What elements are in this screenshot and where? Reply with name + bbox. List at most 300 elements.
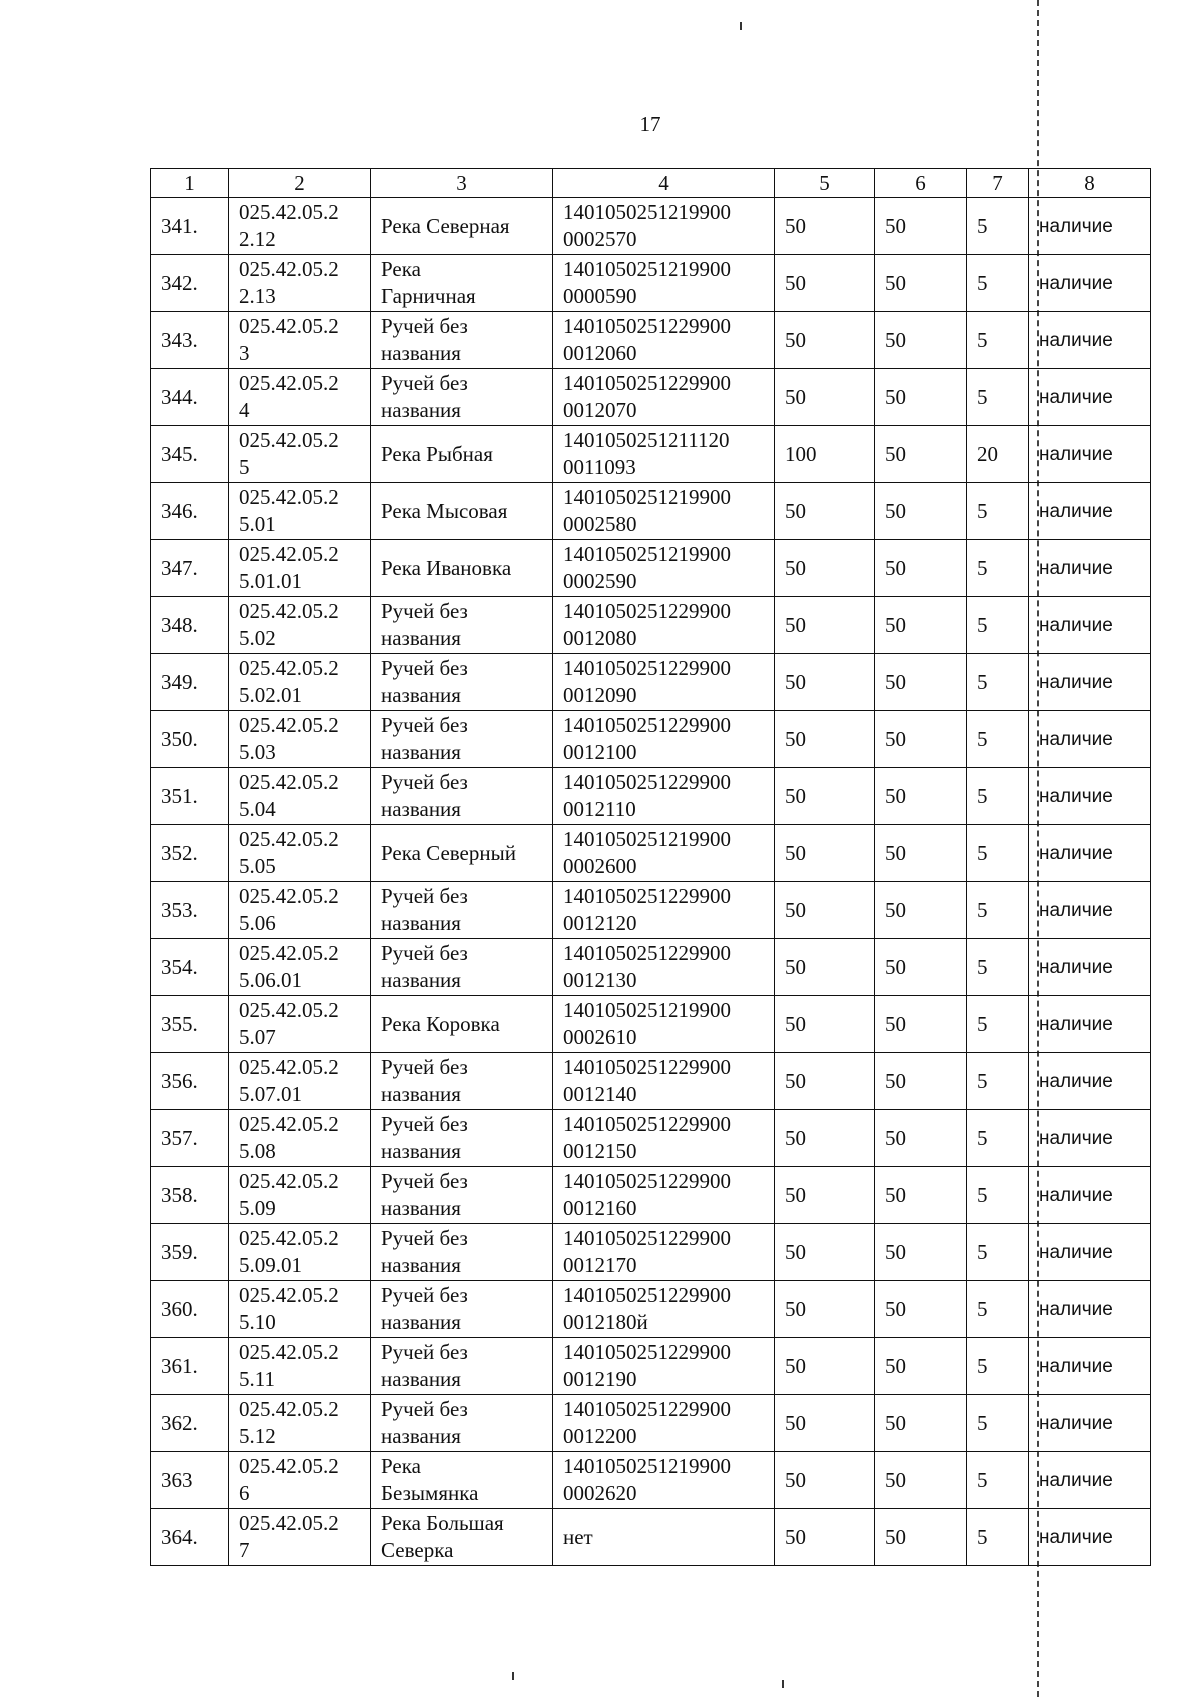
registry-number: [553, 1338, 775, 1395]
col5-value: 50: [775, 1338, 875, 1395]
availability-status: наличие: [1029, 825, 1151, 882]
object-code: [229, 1395, 371, 1452]
object-name: [371, 1224, 553, 1281]
col5-value: 50: [775, 1452, 875, 1509]
table-row: [151, 939, 1151, 996]
col7-value: 5: [967, 369, 1029, 426]
row-number: 358.: [151, 1167, 229, 1224]
object-code-line: 025.42.05.2: [239, 1340, 339, 1364]
registry-number: [553, 369, 775, 426]
object-name-line: Река Большая: [381, 1511, 504, 1535]
registry-number: [553, 939, 775, 996]
registry-number: [553, 1509, 775, 1566]
page-number: 17: [639, 112, 661, 136]
object-name-line: Ручей без: [381, 314, 468, 338]
row-number: 355.: [151, 996, 229, 1053]
object-name: [371, 825, 553, 882]
availability-status: наличие: [1029, 768, 1151, 825]
object-name-line: Ручей без: [381, 1112, 468, 1136]
table-row: [151, 1338, 1151, 1395]
registry-number-line: 0002620: [563, 1481, 637, 1505]
col6-value: 50: [875, 312, 967, 369]
col6-value: 50: [875, 483, 967, 540]
registry-number-line: 0002610: [563, 1025, 637, 1049]
registry-number-line: 0012170: [563, 1253, 637, 1277]
registry-number-line: 0012080: [563, 626, 637, 650]
object-name-line: названия: [381, 626, 461, 650]
object-name: [371, 939, 553, 996]
availability-status: наличие: [1029, 597, 1151, 654]
registry-number-line: 0012190: [563, 1367, 637, 1391]
row-number: 359.: [151, 1224, 229, 1281]
object-code-line: 025.42.05.2: [239, 827, 339, 851]
col6-value: 50: [875, 426, 967, 483]
col5-value: 50: [775, 1281, 875, 1338]
col5-value: 50: [775, 996, 875, 1053]
registry-number-line: 1401050251229900: [563, 941, 731, 965]
col6-value: 50: [875, 1053, 967, 1110]
row-number: 364.: [151, 1509, 229, 1566]
object-code-line: 5.02: [239, 626, 276, 650]
registry-number-line: 1401050251229900: [563, 1283, 731, 1307]
col5-value: 50: [775, 198, 875, 255]
object-code: [229, 1452, 371, 1509]
object-code-line: 025.42.05.2: [239, 1226, 339, 1250]
object-code-line: 025.42.05.2: [239, 485, 339, 509]
object-code: [229, 426, 371, 483]
registry-number-line: 1401050251229900: [563, 1397, 731, 1421]
col6-value: 50: [875, 1509, 967, 1566]
col7-value: 5: [967, 1509, 1029, 1566]
row-number: 363: [151, 1452, 229, 1509]
object-code-line: 025.42.05.2: [239, 1055, 339, 1079]
registry-number-line: 0012150: [563, 1139, 637, 1163]
registry-number: [553, 483, 775, 540]
object-code: [229, 1338, 371, 1395]
registry-number: [553, 825, 775, 882]
object-code: [229, 1509, 371, 1566]
object-name-line: названия: [381, 1310, 461, 1334]
object-code: [229, 1167, 371, 1224]
object-code-line: 025.42.05.2: [239, 1454, 339, 1478]
object-name: [371, 1452, 553, 1509]
table-row: [151, 711, 1151, 768]
registry-number-line: 0012100: [563, 740, 637, 764]
col7-value: 5: [967, 1281, 1029, 1338]
column-header-8: 8: [1029, 169, 1151, 198]
registry-number-line: 0000590: [563, 284, 637, 308]
col7-value: 5: [967, 882, 1029, 939]
row-number: 349.: [151, 654, 229, 711]
registry-number-line: 0002570: [563, 227, 637, 251]
table-row: [151, 369, 1151, 426]
table-row: [151, 1452, 1151, 1509]
object-name-line: названия: [381, 797, 461, 821]
object-code-line: 025.42.05.2: [239, 314, 339, 338]
col7-value: 5: [967, 255, 1029, 312]
object-name-line: названия: [381, 341, 461, 365]
col6-value: 50: [875, 768, 967, 825]
registry-number: [553, 882, 775, 939]
object-code-line: 5: [239, 455, 250, 479]
col7-value: 5: [967, 1053, 1029, 1110]
object-name-line: названия: [381, 1139, 461, 1163]
table-row: [151, 426, 1151, 483]
scan-speck: [512, 1672, 514, 1680]
col7-value: 5: [967, 825, 1029, 882]
registry-number: [553, 1224, 775, 1281]
availability-status: наличие: [1029, 540, 1151, 597]
object-name-line: названия: [381, 740, 461, 764]
registry-number-line: 1401050251229900: [563, 1112, 731, 1136]
registry-number: [553, 1110, 775, 1167]
object-code: [229, 825, 371, 882]
col7-value: 5: [967, 1224, 1029, 1281]
object-code: [229, 1110, 371, 1167]
availability-status: наличие: [1029, 1395, 1151, 1452]
object-code-line: 5.01: [239, 512, 276, 536]
object-code-line: 025.42.05.2: [239, 1397, 339, 1421]
registry-number: [553, 654, 775, 711]
col6-value: 50: [875, 1110, 967, 1167]
table-row: [151, 1167, 1151, 1224]
col5-value: 50: [775, 369, 875, 426]
registry-number-line: 0012200: [563, 1424, 637, 1448]
object-code-line: 025.42.05.2: [239, 656, 339, 680]
registry-number: [553, 1167, 775, 1224]
col7-value: 5: [967, 1452, 1029, 1509]
registry-number-line: 0012160: [563, 1196, 637, 1220]
registry-number: [553, 768, 775, 825]
object-code-line: 5.05: [239, 854, 276, 878]
registry-number-line: 1401050251229900: [563, 884, 731, 908]
object-name-line: Река Рыбная: [381, 441, 493, 466]
registry-number-line: нет: [563, 1524, 593, 1549]
object-code: [229, 483, 371, 540]
object-code-line: 5.07: [239, 1025, 276, 1049]
object-code-line: 025.42.05.2: [239, 428, 339, 452]
registry-number: [553, 597, 775, 654]
col7-value: 5: [967, 312, 1029, 369]
object-code-line: 5.09.01: [239, 1253, 302, 1277]
object-code-line: 2.12: [239, 227, 276, 251]
row-number: 346.: [151, 483, 229, 540]
object-name-line: названия: [381, 1253, 461, 1277]
object-name-line: Ручей без: [381, 1226, 468, 1250]
object-name-line: названия: [381, 1367, 461, 1391]
object-name: [371, 369, 553, 426]
registry-number: [553, 1452, 775, 1509]
object-code: [229, 597, 371, 654]
col5-value: 50: [775, 597, 875, 654]
object-code: [229, 711, 371, 768]
registry-number-line: 0002580: [563, 512, 637, 536]
object-code-line: 2.13: [239, 284, 276, 308]
col5-value: 50: [775, 540, 875, 597]
object-name-line: Ручей без: [381, 1340, 468, 1364]
registry-number-line: 1401050251219900: [563, 827, 731, 851]
object-name: [371, 1338, 553, 1395]
object-name: [371, 312, 553, 369]
object-name-line: названия: [381, 683, 461, 707]
availability-status: наличие: [1029, 711, 1151, 768]
registry-number-line: 0012110: [563, 797, 636, 821]
row-number: 347.: [151, 540, 229, 597]
col5-value: 50: [775, 312, 875, 369]
col5-value: 50: [775, 483, 875, 540]
col5-value: 50: [775, 1053, 875, 1110]
object-code: [229, 939, 371, 996]
row-number: 357.: [151, 1110, 229, 1167]
registry-number: [553, 255, 775, 312]
object-name: [371, 255, 553, 312]
object-name-line: Река: [381, 257, 421, 281]
registry-number-line: 0012090: [563, 683, 637, 707]
registry-number-line: 1401050251219900: [563, 542, 731, 566]
object-name-line: Река Северная: [381, 213, 510, 238]
object-code: [229, 1224, 371, 1281]
col5-value: 50: [775, 711, 875, 768]
object-name-line: Безымянка: [381, 1481, 479, 1505]
object-name: [371, 1053, 553, 1110]
object-name-line: Река: [381, 1454, 421, 1478]
col5-value: 100: [775, 426, 875, 483]
registry-number-line: 1401050251219900: [563, 257, 731, 281]
object-code-line: 025.42.05.2: [239, 200, 339, 224]
col7-value: 5: [967, 939, 1029, 996]
object-code: [229, 1053, 371, 1110]
col6-value: 50: [875, 1452, 967, 1509]
object-code-line: 025.42.05.2: [239, 884, 339, 908]
object-name: [371, 654, 553, 711]
object-name-line: названия: [381, 1424, 461, 1448]
row-number: 348.: [151, 597, 229, 654]
col6-value: 50: [875, 1224, 967, 1281]
availability-status: наличие: [1029, 1224, 1151, 1281]
object-name-line: названия: [381, 911, 461, 935]
availability-status: наличие: [1029, 369, 1151, 426]
object-name-line: Река Ивановка: [381, 555, 512, 580]
object-name: [371, 882, 553, 939]
col6-value: 50: [875, 996, 967, 1053]
table-row: [151, 1395, 1151, 1452]
availability-status: наличие: [1029, 1110, 1151, 1167]
table-row: [151, 198, 1151, 255]
registry-number: [553, 540, 775, 597]
object-code-line: 025.42.05.2: [239, 713, 339, 737]
object-code-line: 5.08: [239, 1139, 276, 1163]
object-name-line: Ручей без: [381, 770, 468, 794]
object-code-line: 5.03: [239, 740, 276, 764]
row-number: 341.: [151, 198, 229, 255]
object-name: [371, 1395, 553, 1452]
object-name: [371, 597, 553, 654]
col6-value: 50: [875, 1281, 967, 1338]
object-code-line: 7: [239, 1538, 250, 1562]
registry-number: [553, 1395, 775, 1452]
object-name: [371, 1167, 553, 1224]
table-row: [151, 1053, 1151, 1110]
col6-value: 50: [875, 1167, 967, 1224]
object-name-line: Ручей без: [381, 713, 468, 737]
object-name: [371, 1509, 553, 1566]
col5-value: 50: [775, 882, 875, 939]
row-number: 344.: [151, 369, 229, 426]
registry-number: [553, 1053, 775, 1110]
object-name-line: Ручей без: [381, 1283, 468, 1307]
row-number: 351.: [151, 768, 229, 825]
row-number: 343.: [151, 312, 229, 369]
object-name-line: названия: [381, 968, 461, 992]
scan-speck: [740, 22, 742, 30]
object-code-line: 025.42.05.2: [239, 542, 339, 566]
object-code: [229, 540, 371, 597]
column-header-4: 4: [553, 169, 775, 198]
object-name-line: Ручей без: [381, 941, 468, 965]
header-row: [151, 169, 1151, 198]
object-name: [371, 1281, 553, 1338]
table-body: [151, 198, 1151, 1566]
object-name: [371, 996, 553, 1053]
col5-value: 50: [775, 825, 875, 882]
col7-value: 5: [967, 198, 1029, 255]
availability-status: наличие: [1029, 255, 1151, 312]
registry-number-line: 1401050251229900: [563, 1055, 731, 1079]
col5-value: 50: [775, 1110, 875, 1167]
object-name-line: названия: [381, 398, 461, 422]
object-code-line: 5.02.01: [239, 683, 302, 707]
object-code-line: 5.06.01: [239, 968, 302, 992]
column-header-7: 7: [967, 169, 1029, 198]
water-objects-table: [150, 168, 1151, 1566]
col6-value: 50: [875, 369, 967, 426]
registry-number-line: 1401050251219900: [563, 200, 731, 224]
column-header-5: 5: [775, 169, 875, 198]
object-name-line: Ручей без: [381, 1397, 468, 1421]
registry-number-line: 0002590: [563, 569, 637, 593]
availability-status: наличие: [1029, 939, 1151, 996]
col7-value: 5: [967, 483, 1029, 540]
availability-status: наличие: [1029, 483, 1151, 540]
col5-value: 50: [775, 255, 875, 312]
object-name-line: Река Коровка: [381, 1011, 500, 1036]
object-code-line: 025.42.05.2: [239, 1112, 339, 1136]
col6-value: 50: [875, 939, 967, 996]
registry-number-line: 0012070: [563, 398, 637, 422]
object-name: [371, 711, 553, 768]
table-row: [151, 654, 1151, 711]
col6-value: 50: [875, 540, 967, 597]
col6-value: 50: [875, 198, 967, 255]
col5-value: 50: [775, 768, 875, 825]
col7-value: 5: [967, 1338, 1029, 1395]
object-code-line: 5.11: [239, 1367, 275, 1391]
object-name: [371, 540, 553, 597]
availability-status: наличие: [1029, 1509, 1151, 1566]
row-number: 360.: [151, 1281, 229, 1338]
registry-number-line: 1401050251229900: [563, 1226, 731, 1250]
col7-value: 5: [967, 597, 1029, 654]
col7-value: 5: [967, 768, 1029, 825]
col6-value: 50: [875, 597, 967, 654]
object-name: [371, 483, 553, 540]
row-number: 362.: [151, 1395, 229, 1452]
table-row: [151, 768, 1151, 825]
object-name-line: Ручей без: [381, 371, 468, 395]
registry-number-line: 0012130: [563, 968, 637, 992]
object-code-line: 025.42.05.2: [239, 371, 339, 395]
col5-value: 50: [775, 1509, 875, 1566]
object-name: [371, 768, 553, 825]
registry-number-line: 1401050251229900: [563, 770, 731, 794]
column-header-6: 6: [875, 169, 967, 198]
column-header-2: 2: [229, 169, 371, 198]
col7-value: 5: [967, 1167, 1029, 1224]
table-row: [151, 882, 1151, 939]
row-number: 352.: [151, 825, 229, 882]
object-name: [371, 198, 553, 255]
registry-number: [553, 996, 775, 1053]
object-code: [229, 768, 371, 825]
object-code-line: 5.04: [239, 797, 276, 821]
column-header-3: 3: [371, 169, 553, 198]
registry-number-line: 1401050251229900: [563, 1340, 731, 1364]
object-code: [229, 996, 371, 1053]
table-row: [151, 1509, 1151, 1566]
object-code-line: 025.42.05.2: [239, 1511, 339, 1535]
col7-value: 5: [967, 1395, 1029, 1452]
col7-value: 20: [967, 426, 1029, 483]
col7-value: 5: [967, 1110, 1029, 1167]
registry-number-line: 0011093: [563, 455, 636, 479]
availability-status: наличие: [1029, 1167, 1151, 1224]
availability-status: наличие: [1029, 1053, 1151, 1110]
object-code-line: 6: [239, 1481, 250, 1505]
object-name-line: Ручей без: [381, 656, 468, 680]
object-code-line: 025.42.05.2: [239, 998, 339, 1022]
object-name-line: Ручей без: [381, 1169, 468, 1193]
table-row: [151, 255, 1151, 312]
col6-value: 50: [875, 882, 967, 939]
table-row: [151, 996, 1151, 1053]
object-code-line: 025.42.05.2: [239, 599, 339, 623]
object-code-line: 025.42.05.2: [239, 941, 339, 965]
registry-number-line: 1401050251229900: [563, 713, 731, 737]
col5-value: 50: [775, 1395, 875, 1452]
col6-value: 50: [875, 1338, 967, 1395]
object-code-line: 5.12: [239, 1424, 276, 1448]
object-code: [229, 369, 371, 426]
object-name-line: Ручей без: [381, 884, 468, 908]
object-name-line: Река Мысовая: [381, 498, 508, 523]
scan-speck: [782, 1680, 784, 1688]
object-name: [371, 1110, 553, 1167]
table-row: [151, 312, 1151, 369]
object-name-line: названия: [381, 1196, 461, 1220]
col5-value: 50: [775, 654, 875, 711]
col6-value: 50: [875, 825, 967, 882]
registry-number: [553, 312, 775, 369]
col6-value: 50: [875, 711, 967, 768]
registry-number: [553, 1281, 775, 1338]
registry-number-line: 0012140: [563, 1082, 637, 1106]
availability-status: наличие: [1029, 882, 1151, 939]
object-code-line: 025.42.05.2: [239, 1283, 339, 1307]
object-name-line: Ручей без: [381, 1055, 468, 1079]
object-code-line: 025.42.05.2: [239, 770, 339, 794]
registry-number-line: 1401050251229900: [563, 314, 731, 338]
registry-number-line: 1401050251219900: [563, 998, 731, 1022]
